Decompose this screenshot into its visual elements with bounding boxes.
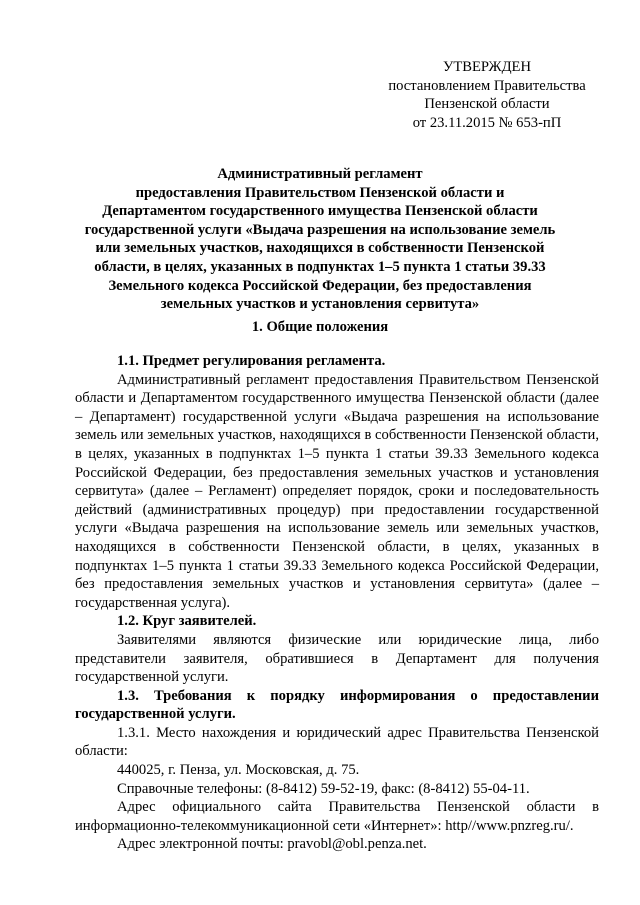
title-line: Земельного кодекса Российской Федерации, без предоставления (108, 277, 532, 294)
approval-approved: УТВЕРЖДЕН (443, 59, 531, 75)
title-line: предоставления Правительством Пензенской области и (135, 184, 505, 201)
title-line: Департаментом государственного имущества Пензенской области (102, 203, 538, 220)
title-line: или земельных участков, находящихся в собственности Пензенской (95, 240, 545, 257)
paragraph: Административный регламент предоставления Правительством Пензенской области и Департаментом государственного имущества Пензенской области (далее – Департамент) государственной услуги «Выдача разрешения на использование земель или земельных участков, находящихся в собственности Пензенской области, в целях, указанных в подпунктах 1–5 пункта 1 статьи 39.33 Земельного кодекса Российской Федерации, без предоставления земельных участков и установления сервитута» (далее – Регламент) определяет порядок, сроки и последовательность действий (административных процедур) при предоставлении государственной услуги «Выдача разрешения на использование земель или земельных участков, находящихся в собственности Пензенской области, в целях, указанных в подпунктах 1–5 пункта 1 статьи 39.33 Земельного кодекса Российской Федерации, без предоставления земельных участков и установления сервитута» (далее – государственная услуга). (75, 371, 599, 611)
approval-region: Пензенской области (424, 96, 550, 112)
title-line: Административный регламент (217, 166, 423, 182)
subsection-heading: 1.2. Круг заявителей. (117, 613, 257, 630)
phones-line: Справочные телефоны: (8-8412) 59-52-19, факс: (8-8412) 55-04-11. (117, 780, 530, 797)
subsection-heading: 1.3. Требования к порядку информирования о предоставлении государственной услуги. (75, 687, 599, 723)
section-heading: 1. Общие положения (251, 319, 389, 335)
email-line: Адрес электронной почты: pravobl@obl.penza.net. (117, 836, 427, 853)
title-line: государственной услуги «Выдача разрешения на использование земель (84, 221, 556, 238)
title-line: области, в целях, указанных в подпунктах 1–5 пункта 1 статьи 39.33 (94, 258, 546, 275)
website-line: Адрес официального сайта Правительства Пензенской области в информационно-телекоммуникационной сети «Интернет»: http//www.pnzreg.ru/. (75, 799, 599, 834)
document-body (75, 352, 599, 854)
paragraph: 1.3.1. Место нахождения и юридический адрес Правительства Пензенской области: (75, 724, 599, 760)
approval-resolution: постановлением Правительства (388, 77, 586, 94)
paragraph: Заявителями являются физические или юридические лица, либо представители заявителя, обратившиеся в Департамент для получения государственной услуги. (75, 631, 599, 686)
address-line: 440025, г. Пенза, ул. Московская, д. 75. (117, 762, 360, 779)
title-line: земельных участков и установления сервитута» (160, 296, 480, 313)
approval-stamp (374, 58, 600, 132)
approval-date-number: от 23.11.2015 № 653-пП (412, 114, 562, 131)
document-title (74, 165, 566, 314)
subsection-heading: 1.1. Предмет регулирования регламента. (117, 353, 386, 369)
